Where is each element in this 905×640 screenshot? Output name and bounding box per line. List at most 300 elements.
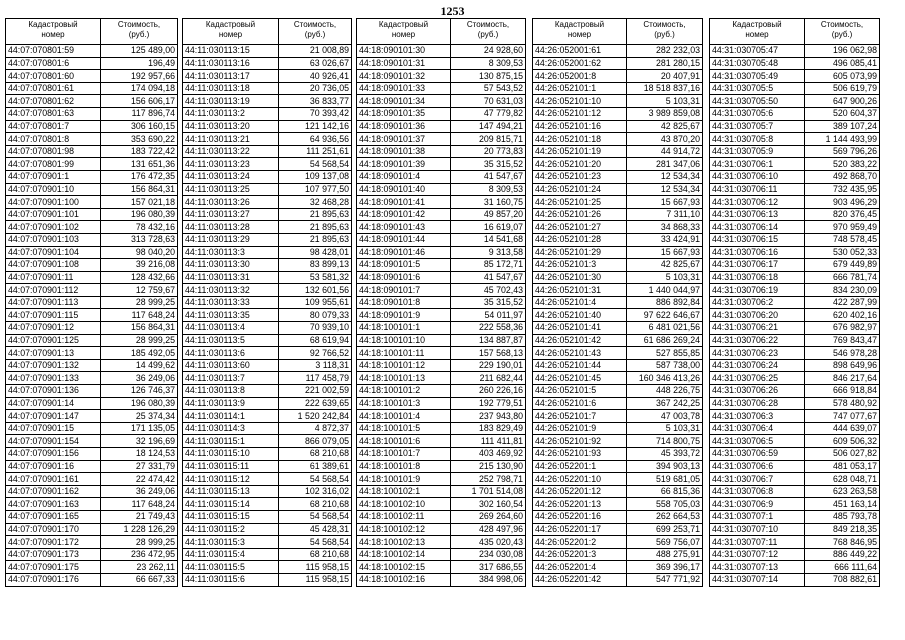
cadastral-number-cell: 44:26:052101:27 bbox=[533, 221, 627, 234]
cost-cell: 21 749,43 bbox=[101, 510, 178, 523]
cadastral-number-cell: 44:07:070901:136 bbox=[6, 385, 101, 398]
cost-cell: 35 315,52 bbox=[451, 296, 526, 309]
table-row bbox=[357, 120, 526, 133]
cost-cell: 14 541,68 bbox=[451, 233, 526, 246]
cost-cell: 1 520 242,84 bbox=[279, 410, 352, 423]
cadastral-number-cell: 44:07:070901:104 bbox=[6, 246, 101, 259]
cadastral-number-cell: 44:31:030707:13 bbox=[710, 561, 805, 574]
cadastral-number-cell: 44:07:070901:156 bbox=[6, 448, 101, 461]
cost-cell: 32 468,28 bbox=[279, 196, 352, 209]
table-row bbox=[533, 45, 703, 58]
cost-cell: 147 494,21 bbox=[451, 120, 526, 133]
cadastral-number-cell: 44:26:052101:18 bbox=[533, 133, 627, 146]
cost-cell: 66 667,33 bbox=[101, 573, 178, 586]
table-row bbox=[6, 45, 178, 58]
table-row bbox=[183, 435, 352, 448]
table-row bbox=[533, 498, 703, 511]
table-row bbox=[710, 561, 880, 574]
table-row bbox=[183, 271, 352, 284]
cost-cell: 196 080,39 bbox=[101, 397, 178, 410]
header-cadastral-number-line: номер bbox=[745, 30, 769, 39]
cadastral-number-cell: 44:18:100102:11 bbox=[357, 510, 451, 523]
cadastral-number-cell: 44:11:030113:18 bbox=[183, 82, 279, 95]
cost-cell: 27 331,79 bbox=[101, 460, 178, 473]
cost-cell: 886 449,22 bbox=[805, 548, 880, 561]
cadastral-number-cell: 44:18:090101:43 bbox=[357, 221, 451, 234]
cadastral-number-cell: 44:11:030113:5 bbox=[183, 334, 279, 347]
cost-cell: 714 800,75 bbox=[627, 435, 703, 448]
cost-cell: 49 857,20 bbox=[451, 208, 526, 221]
cadastral-number-cell: 44:31:030706:28 bbox=[710, 397, 805, 410]
header-cadastral-number bbox=[6, 19, 101, 45]
table-row bbox=[183, 410, 352, 423]
table-row bbox=[357, 460, 526, 473]
cadastral-number-cell: 44:11:030113:33 bbox=[183, 296, 279, 309]
cost-cell: 496 085,41 bbox=[805, 57, 880, 70]
cadastral-number-cell: 44:11:030115:13 bbox=[183, 485, 279, 498]
cost-cell: 748 578,45 bbox=[805, 233, 880, 246]
cost-cell: 132 601,56 bbox=[279, 284, 352, 297]
cadastral-number-cell: 44:11:030113:19 bbox=[183, 95, 279, 108]
table-row bbox=[183, 145, 352, 158]
cost-cell: 14 499,62 bbox=[101, 359, 178, 372]
cost-cell: 28 999,25 bbox=[101, 296, 178, 309]
cadastral-number-cell: 44:07:070901:161 bbox=[6, 473, 101, 486]
table-row bbox=[533, 422, 703, 435]
cadastral-number-cell: 44:18:100101:6 bbox=[357, 435, 451, 448]
cost-cell: 64 936,56 bbox=[279, 133, 352, 146]
table-row bbox=[183, 523, 352, 536]
cadastral-number-cell: 44:18:100102:14 bbox=[357, 548, 451, 561]
cadastral-number-cell: 44:26:052201:1 bbox=[533, 460, 627, 473]
cadastral-number-cell: 44:07:070801:7 bbox=[6, 120, 101, 133]
cost-cell: 260 226,16 bbox=[451, 385, 526, 398]
cost-cell: 647 900,26 bbox=[805, 95, 880, 108]
cost-cell: 42 825,67 bbox=[627, 120, 703, 133]
cadastral-number-cell: 44:07:070901:12 bbox=[6, 322, 101, 335]
cost-cell: 192 957,66 bbox=[101, 70, 178, 83]
table-row bbox=[6, 95, 178, 108]
cadastral-number-cell: 44:11:030113:60 bbox=[183, 359, 279, 372]
cost-cell: 306 160,15 bbox=[101, 120, 178, 133]
table-row bbox=[183, 296, 352, 309]
table-row bbox=[357, 133, 526, 146]
table-row bbox=[183, 347, 352, 360]
cost-cell: 43 870,20 bbox=[627, 133, 703, 146]
cadastral-number-cell: 44:26:052101:10 bbox=[533, 95, 627, 108]
cost-cell: 506 027,82 bbox=[805, 448, 880, 461]
cadastral-number-cell: 44:07:070901:176 bbox=[6, 573, 101, 586]
cadastral-number-cell: 44:18:100101:3 bbox=[357, 397, 451, 410]
cost-cell: 28 999,25 bbox=[101, 334, 178, 347]
cost-cell: 78 432,16 bbox=[101, 221, 178, 234]
table-row bbox=[357, 498, 526, 511]
header-cadastral-number bbox=[710, 19, 805, 45]
header-cadastral-number-line: номер bbox=[41, 30, 65, 39]
cadastral-number-cell: 44:18:090101:46 bbox=[357, 246, 451, 259]
cadastral-table-5 bbox=[709, 18, 880, 587]
table-row bbox=[357, 70, 526, 83]
cost-cell: 732 435,95 bbox=[805, 183, 880, 196]
cadastral-number-cell: 44:31:030706:4 bbox=[710, 422, 805, 435]
header-cadastral-number-line: Кадастровый bbox=[205, 20, 256, 29]
header-cadastral-number-line: Кадастровый bbox=[554, 20, 605, 29]
cost-cell: 403 469,92 bbox=[451, 448, 526, 461]
cost-cell: 42 825,67 bbox=[627, 259, 703, 272]
cadastral-number-cell: 44:31:030706:8 bbox=[710, 485, 805, 498]
table-row bbox=[533, 561, 703, 574]
cost-cell: 898 649,96 bbox=[805, 359, 880, 372]
table-row bbox=[533, 183, 703, 196]
table-row bbox=[183, 170, 352, 183]
cadastral-number-cell: 44:26:052001:62 bbox=[533, 57, 627, 70]
cost-cell: 70 939,10 bbox=[279, 322, 352, 335]
cost-cell: 183 722,42 bbox=[101, 145, 178, 158]
cadastral-number-cell: 44:11:030113:32 bbox=[183, 284, 279, 297]
cadastral-number-cell: 44:07:070901:133 bbox=[6, 372, 101, 385]
cadastral-number-cell: 44:07:070901:172 bbox=[6, 536, 101, 549]
cadastral-number-cell: 44:18:100101:8 bbox=[357, 460, 451, 473]
cadastral-number-cell: 44:18:100101:5 bbox=[357, 422, 451, 435]
table-row bbox=[710, 322, 880, 335]
table-row bbox=[6, 334, 178, 347]
table-row bbox=[710, 45, 880, 58]
table-row bbox=[183, 95, 352, 108]
table-row bbox=[357, 259, 526, 272]
cadastral-number-cell: 44:31:030705:9 bbox=[710, 145, 805, 158]
cadastral-number-cell: 44:07:070801:63 bbox=[6, 107, 101, 120]
cadastral-number-cell: 44:26:052101:19 bbox=[533, 145, 627, 158]
cost-cell: 281 347,06 bbox=[627, 158, 703, 171]
header-cost bbox=[279, 19, 352, 45]
table-row bbox=[6, 372, 178, 385]
cadastral-number-cell: 44:26:052201:12 bbox=[533, 485, 627, 498]
cost-cell: 23 262,11 bbox=[101, 561, 178, 574]
cadastral-number-cell: 44:07:070801:98 bbox=[6, 145, 101, 158]
cadastral-number-cell: 44:31:030705:7 bbox=[710, 120, 805, 133]
cost-cell: 313 728,63 bbox=[101, 233, 178, 246]
cadastral-number-cell: 44:11:030115:3 bbox=[183, 536, 279, 549]
cost-cell: 70 631,03 bbox=[451, 95, 526, 108]
cost-cell: 35 315,52 bbox=[451, 158, 526, 171]
table-row bbox=[6, 309, 178, 322]
cadastral-number-cell: 44:07:070901:108 bbox=[6, 259, 101, 272]
table-row bbox=[183, 309, 352, 322]
cost-cell: 448 226,75 bbox=[627, 385, 703, 398]
cost-cell: 68 210,68 bbox=[279, 448, 352, 461]
cost-cell: 97 622 646,67 bbox=[627, 309, 703, 322]
cost-cell: 623 263,58 bbox=[805, 485, 880, 498]
cost-cell: 849 218,35 bbox=[805, 523, 880, 536]
cadastral-number-cell: 44:11:030113:22 bbox=[183, 145, 279, 158]
cost-cell: 527 855,85 bbox=[627, 347, 703, 360]
cadastral-number-cell: 44:07:070901:154 bbox=[6, 435, 101, 448]
table-row bbox=[710, 359, 880, 372]
cadastral-number-cell: 44:31:030706:5 bbox=[710, 435, 805, 448]
cadastral-number-cell: 44:26:052201:13 bbox=[533, 498, 627, 511]
table-row bbox=[6, 322, 178, 335]
table-row bbox=[533, 448, 703, 461]
table-row bbox=[533, 70, 703, 83]
cost-cell: 367 242,25 bbox=[627, 397, 703, 410]
cadastral-number-cell: 44:18:100102:13 bbox=[357, 536, 451, 549]
cost-cell: 33 424,91 bbox=[627, 233, 703, 246]
cadastral-number-cell: 44:11:030115:2 bbox=[183, 523, 279, 536]
cadastral-number-cell: 44:11:030113:16 bbox=[183, 57, 279, 70]
cost-cell: 111 411,81 bbox=[451, 435, 526, 448]
cadastral-number-cell: 44:07:070901:173 bbox=[6, 548, 101, 561]
table-row bbox=[710, 271, 880, 284]
table-row bbox=[6, 208, 178, 221]
table-row bbox=[357, 435, 526, 448]
cost-cell: 237 943,80 bbox=[451, 410, 526, 423]
cadastral-number-cell: 44:18:090101:42 bbox=[357, 208, 451, 221]
cadastral-number-cell: 44:07:070901:112 bbox=[6, 284, 101, 297]
table-row bbox=[357, 561, 526, 574]
table-row bbox=[357, 359, 526, 372]
cost-cell: 45 702,43 bbox=[451, 284, 526, 297]
cadastral-number-cell: 44:26:052201:42 bbox=[533, 573, 627, 586]
table-row bbox=[533, 221, 703, 234]
cost-cell: 44 914,72 bbox=[627, 145, 703, 158]
cost-cell: 102 316,02 bbox=[279, 485, 352, 498]
cost-cell: 547 771,92 bbox=[627, 573, 703, 586]
table-row bbox=[183, 397, 352, 410]
cost-cell: 389 107,24 bbox=[805, 120, 880, 133]
cadastral-number-cell: 44:18:090101:39 bbox=[357, 158, 451, 171]
cost-cell: 176 472,35 bbox=[101, 170, 178, 183]
table-row bbox=[6, 498, 178, 511]
cadastral-number-cell: 44:18:090101:37 bbox=[357, 133, 451, 146]
cost-cell: 520 383,22 bbox=[805, 158, 880, 171]
table-row bbox=[6, 57, 178, 70]
cost-cell: 115 958,15 bbox=[279, 573, 352, 586]
header-cost-line: (руб.) bbox=[304, 30, 326, 39]
cadastral-number-cell: 44:11:030113:30 bbox=[183, 259, 279, 272]
cost-cell: 317 686,55 bbox=[451, 561, 526, 574]
cost-cell: 234 030,08 bbox=[451, 548, 526, 561]
cost-cell: 12 534,34 bbox=[627, 183, 703, 196]
cadastral-number-cell: 44:07:070901:147 bbox=[6, 410, 101, 423]
table-row bbox=[6, 510, 178, 523]
cost-cell: 156 864,31 bbox=[101, 183, 178, 196]
cost-cell: 157 021,18 bbox=[101, 196, 178, 209]
cost-cell: 160 346 413,26 bbox=[627, 372, 703, 385]
cadastral-number-cell: 44:31:030707:14 bbox=[710, 573, 805, 586]
cost-cell: 40 926,41 bbox=[279, 70, 352, 83]
cadastral-number-cell: 44:18:100101:12 bbox=[357, 359, 451, 372]
cadastral-number-cell: 44:07:070801:99 bbox=[6, 158, 101, 171]
table-row bbox=[6, 196, 178, 209]
cadastral-number-cell: 44:31:030706:23 bbox=[710, 347, 805, 360]
table-row bbox=[710, 309, 880, 322]
cadastral-number-cell: 44:18:090101:31 bbox=[357, 57, 451, 70]
table-row bbox=[533, 397, 703, 410]
cost-cell: 820 376,45 bbox=[805, 208, 880, 221]
table-row bbox=[357, 45, 526, 58]
cadastral-number-cell: 44:26:052101:23 bbox=[533, 170, 627, 183]
cadastral-number-cell: 44:31:030706:22 bbox=[710, 334, 805, 347]
cost-cell: 98 428,01 bbox=[279, 246, 352, 259]
cost-cell: 428 497,96 bbox=[451, 523, 526, 536]
cadastral-number-cell: 44:11:030113:7 bbox=[183, 372, 279, 385]
cost-cell: 21 008,89 bbox=[279, 45, 352, 58]
table-row bbox=[533, 473, 703, 486]
table-row bbox=[357, 385, 526, 398]
table-row bbox=[183, 45, 352, 58]
cadastral-number-cell: 44:31:030706:3 bbox=[710, 410, 805, 423]
cadastral-table-1 bbox=[5, 18, 178, 587]
cadastral-number-cell: 44:11:030113:17 bbox=[183, 70, 279, 83]
cadastral-number-cell: 44:18:090101:40 bbox=[357, 183, 451, 196]
table-row bbox=[357, 422, 526, 435]
cost-cell: 111 251,61 bbox=[279, 145, 352, 158]
cost-cell: 451 163,14 bbox=[805, 498, 880, 511]
table-row bbox=[533, 95, 703, 108]
table-row bbox=[533, 133, 703, 146]
cost-cell: 117 648,24 bbox=[101, 309, 178, 322]
table-row bbox=[183, 510, 352, 523]
cadastral-number-cell: 44:18:100101:4 bbox=[357, 410, 451, 423]
cadastral-number-cell: 44:11:030113:26 bbox=[183, 196, 279, 209]
header-cadastral-number bbox=[183, 19, 279, 45]
cadastral-number-cell: 44:31:030705:8 bbox=[710, 133, 805, 146]
cadastral-number-cell: 44:18:100102:10 bbox=[357, 498, 451, 511]
cost-cell: 747 077,67 bbox=[805, 410, 880, 423]
table-row bbox=[533, 347, 703, 360]
cadastral-number-cell: 44:07:070801:62 bbox=[6, 95, 101, 108]
cadastral-number-cell: 44:26:052201:4 bbox=[533, 561, 627, 574]
table-row bbox=[357, 208, 526, 221]
cost-cell: 20 736,05 bbox=[279, 82, 352, 95]
cadastral-number-cell: 44:31:030706:26 bbox=[710, 385, 805, 398]
table-row bbox=[710, 510, 880, 523]
cadastral-number-cell: 44:26:052101:45 bbox=[533, 372, 627, 385]
cadastral-number-cell: 44:11:030114:3 bbox=[183, 422, 279, 435]
table-row bbox=[183, 385, 352, 398]
cadastral-number-cell: 44:11:030115:1 bbox=[183, 435, 279, 448]
cadastral-number-cell: 44:11:030113:27 bbox=[183, 208, 279, 221]
cadastral-number-cell: 44:07:070801:6 bbox=[6, 57, 101, 70]
cost-cell: 171 135,05 bbox=[101, 422, 178, 435]
table-row bbox=[710, 221, 880, 234]
table-row bbox=[6, 183, 178, 196]
cost-cell: 229 190,01 bbox=[451, 359, 526, 372]
cost-cell: 109 137,08 bbox=[279, 170, 352, 183]
cost-cell: 41 547,67 bbox=[451, 170, 526, 183]
header-cadastral-number-line: Кадастровый bbox=[732, 20, 782, 29]
table-row bbox=[533, 170, 703, 183]
cost-cell: 68 619,94 bbox=[279, 334, 352, 347]
table-row bbox=[710, 208, 880, 221]
cost-cell: 98 040,20 bbox=[101, 246, 178, 259]
cadastral-number-cell: 44:26:052101:4 bbox=[533, 296, 627, 309]
cost-cell: 54 568,54 bbox=[279, 158, 352, 171]
table-row bbox=[710, 107, 880, 120]
cost-cell: 262 664,53 bbox=[627, 510, 703, 523]
cost-cell: 1 440 044,97 bbox=[627, 284, 703, 297]
cadastral-number-cell: 44:07:070901:101 bbox=[6, 208, 101, 221]
cadastral-number-cell: 44:07:070901:10 bbox=[6, 183, 101, 196]
cadastral-number-cell: 44:31:030706:7 bbox=[710, 473, 805, 486]
cadastral-number-cell: 44:18:100102:15 bbox=[357, 561, 451, 574]
cadastral-number-cell: 44:18:090101:8 bbox=[357, 296, 451, 309]
cadastral-number-cell: 44:07:070801:8 bbox=[6, 133, 101, 146]
cadastral-number-cell: 44:07:070901:170 bbox=[6, 523, 101, 536]
table-row bbox=[533, 460, 703, 473]
cost-cell: 7 311,10 bbox=[627, 208, 703, 221]
table-row bbox=[710, 460, 880, 473]
cadastral-number-cell: 44:26:052201:17 bbox=[533, 523, 627, 536]
header-cost-line: Стоимость, bbox=[820, 20, 864, 29]
cost-cell: 117 458,79 bbox=[279, 372, 352, 385]
cadastral-number-cell: 44:18:090101:6 bbox=[357, 271, 451, 284]
cost-cell: 422 287,99 bbox=[805, 296, 880, 309]
cadastral-number-cell: 44:31:030707:10 bbox=[710, 523, 805, 536]
table-row bbox=[533, 309, 703, 322]
table-row bbox=[183, 460, 352, 473]
cost-cell: 185 492,05 bbox=[101, 347, 178, 360]
table-row bbox=[533, 573, 703, 586]
cadastral-number-cell: 44:18:090101:33 bbox=[357, 82, 451, 95]
table-row bbox=[710, 95, 880, 108]
table-row bbox=[6, 548, 178, 561]
table-header-row bbox=[533, 19, 703, 45]
cost-cell: 109 955,61 bbox=[279, 296, 352, 309]
cadastral-number-cell: 44:07:070901:113 bbox=[6, 296, 101, 309]
table-row bbox=[183, 498, 352, 511]
cost-cell: 156 606,17 bbox=[101, 95, 178, 108]
cadastral-number-cell: 44:26:052101:12 bbox=[533, 107, 627, 120]
header-cost-line: Стоимость, bbox=[466, 20, 510, 29]
cadastral-number-cell: 44:26:052101:42 bbox=[533, 334, 627, 347]
table-row bbox=[183, 196, 352, 209]
cadastral-number-cell: 44:31:030706:11 bbox=[710, 183, 805, 196]
cadastral-number-cell: 44:07:070901:115 bbox=[6, 309, 101, 322]
cadastral-number-cell: 44:31:030706:19 bbox=[710, 284, 805, 297]
table-row bbox=[533, 246, 703, 259]
cadastral-number-cell: 44:07:070901:102 bbox=[6, 221, 101, 234]
cadastral-number-cell: 44:31:030706:9 bbox=[710, 498, 805, 511]
cost-cell: 130 875,15 bbox=[451, 70, 526, 83]
table-row bbox=[183, 485, 352, 498]
table-row bbox=[710, 82, 880, 95]
cost-cell: 196,49 bbox=[101, 57, 178, 70]
table-row bbox=[357, 523, 526, 536]
cadastral-number-cell: 44:07:070901:14 bbox=[6, 397, 101, 410]
cost-cell: 92 766,52 bbox=[279, 347, 352, 360]
table-row bbox=[533, 523, 703, 536]
cadastral-number-cell: 44:26:052101:30 bbox=[533, 271, 627, 284]
cost-cell: 520 604,37 bbox=[805, 107, 880, 120]
cost-cell: 302 160,54 bbox=[451, 498, 526, 511]
cost-cell: 6 481 021,56 bbox=[627, 322, 703, 335]
cadastral-number-cell: 44:26:052101:43 bbox=[533, 347, 627, 360]
cost-cell: 36 249,06 bbox=[101, 372, 178, 385]
table-row bbox=[6, 246, 178, 259]
header-cost bbox=[101, 19, 178, 45]
cadastral-number-cell: 44:31:030705:6 bbox=[710, 107, 805, 120]
cost-cell: 34 868,33 bbox=[627, 221, 703, 234]
table-row bbox=[357, 221, 526, 234]
cadastral-number-cell: 44:26:052101:5 bbox=[533, 385, 627, 398]
table-row bbox=[6, 536, 178, 549]
table-row bbox=[183, 372, 352, 385]
header-cost-line: (руб.) bbox=[128, 30, 150, 39]
cadastral-number-cell: 44:26:052101:6 bbox=[533, 397, 627, 410]
cadastral-number-cell: 44:18:090101:9 bbox=[357, 309, 451, 322]
header-cost bbox=[627, 19, 703, 45]
